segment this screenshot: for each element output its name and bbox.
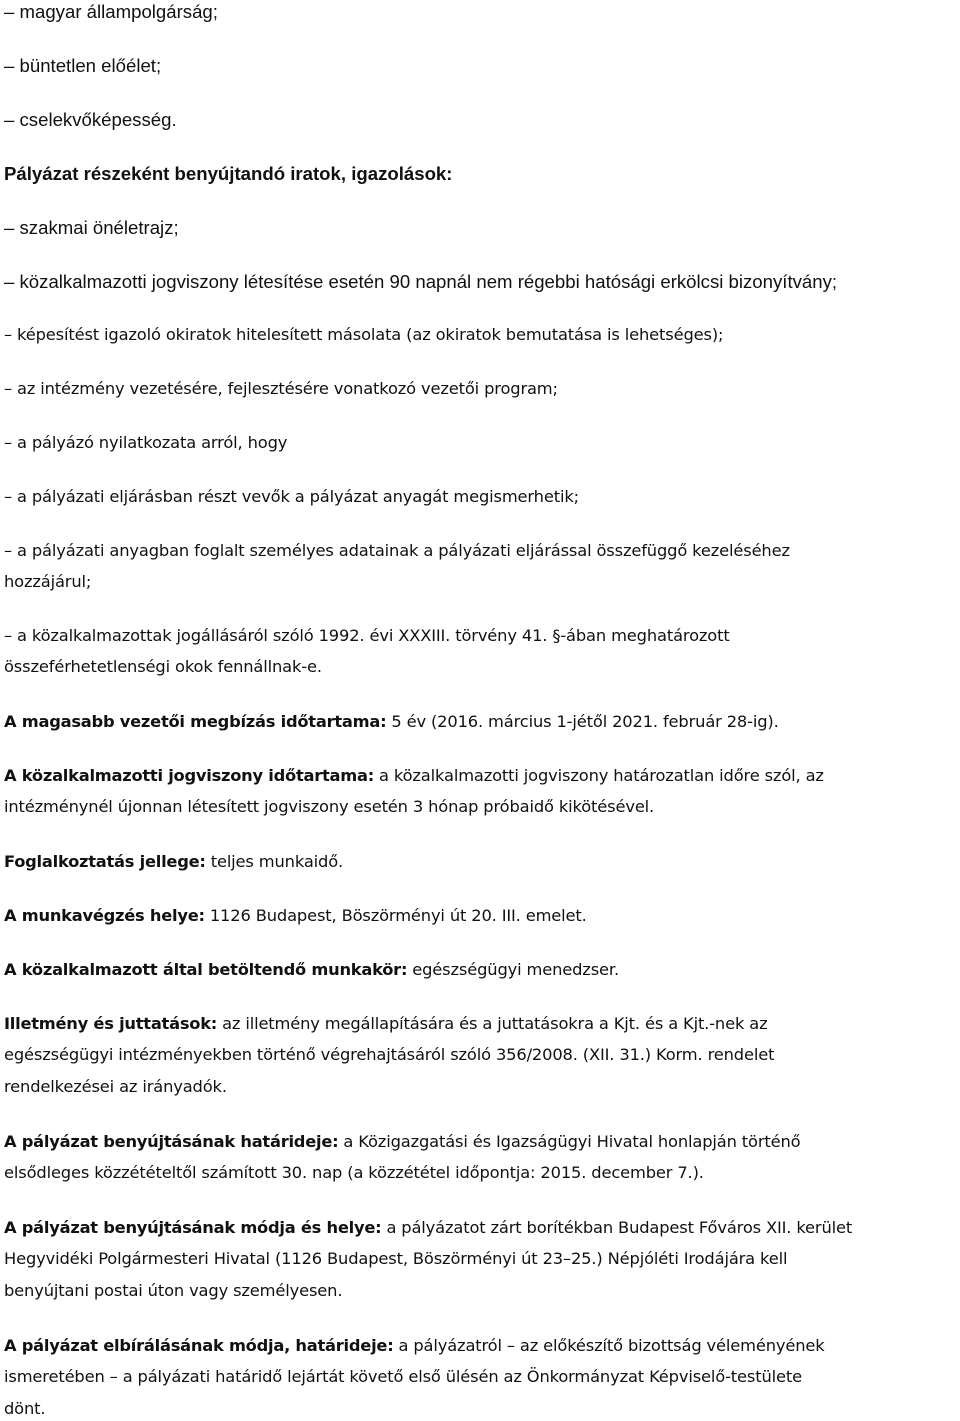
place-text: 1126 Budapest, Böszörményi út 20. III. emelet.: [204, 906, 587, 925]
submission-text-line2: Hegyvidéki Polgármesteri Hivatal (1126 Budapest, Böszörményi út 23–25.) Népjóléti Irodájára kell: [4, 1249, 788, 1268]
submission-paragraph: [4, 1215, 852, 1240]
submission-text-line3: benyújtani postai úton vagy személyesen.: [4, 1281, 343, 1300]
declaration-item-data-consent-cont: hozzájárul;: [4, 572, 92, 591]
declaration-item-access: – a pályázati eljárásban részt vevők a pályázat anyagát megismerhetik;: [4, 487, 579, 506]
document-item-declaration: – a pályázó nyilatkozata arról, hogy: [4, 433, 288, 452]
position-text: egészségügyi menedzser.: [407, 960, 619, 979]
document-item-certificate: – közalkalmazotti jogviszony létesítése esetén 90 napnál nem régebbi hatósági erkölcsi bizonyítvány;: [4, 271, 838, 292]
evaluation-text-line1: a pályázatról – az előkészítő bizottság véleményének: [393, 1336, 825, 1355]
declaration-item-data-consent: – a pályázati anyagban foglalt személyes adatainak a pályázati eljárással összefüggő kezeléséhez: [4, 541, 790, 560]
term-label: A magasabb vezetői megbízás időtartama:: [4, 712, 387, 731]
evaluation-text-line2: ismeretében – a pályázati határidő lejártát követő első ülésén az Önkormányzat Képviselő-testülete: [4, 1367, 802, 1386]
deadline-text-line1: a Közigazgatási és Igazságügyi Hivatal honlapján történő: [338, 1132, 801, 1151]
document-item-diploma-copy: – képesítést igazoló okiratok hitelesített másolata (az okiratok bemutatása is lehetséges);: [4, 325, 724, 344]
documents-heading: Pályázat részeként benyújtandó iratok, igazolások:: [4, 163, 453, 184]
term-text: 5 év (2016. március 1-jétől 2021. február 28-ig).: [386, 712, 779, 731]
document-item-program: – az intézmény vezetésére, fejlesztésére vonatkozó vezetői program;: [4, 379, 558, 398]
term-paragraph: [4, 709, 779, 734]
salary-text-line3: rendelkezései az irányadók.: [4, 1077, 227, 1096]
requirement-clean-record: – büntetlen előélet;: [4, 55, 162, 76]
salary-text-line1: az illetmény megállapítására és a juttatásokra a Kjt. és a Kjt.-nek az: [217, 1014, 768, 1033]
deadline-label: A pályázat benyújtásának határideje:: [4, 1132, 339, 1151]
type-paragraph: [4, 849, 343, 874]
deadline-text-line2: elsődleges közzétételtől számított 30. nap (a közzététel időpontja: 2015. december 7.).: [4, 1163, 704, 1182]
submission-label: A pályázat benyújtásának módja és helye:: [4, 1218, 382, 1237]
type-label: Foglalkoztatás jellege:: [4, 852, 206, 871]
declaration-item-conflict-cont: összeférhetetlenségi okok fennállnak-e.: [4, 657, 322, 676]
deadline-paragraph: [4, 1129, 800, 1154]
document-item-cv: – szakmai önéletrajz;: [4, 217, 179, 238]
submission-text-line1: a pályázatot zárt borítékban Budapest Főváros XII. kerület: [381, 1218, 853, 1237]
declaration-item-conflict: – a közalkalmazottak jogállásáról szóló 1992. évi XXXIII. törvény 41. §-ában meghatározott: [4, 626, 730, 645]
position-label: A közalkalmazott által betöltendő munkakör:: [4, 960, 408, 979]
place-paragraph: [4, 903, 587, 928]
employment-text-line1: a közalkalmazotti jogviszony határozatlan időre szól, az: [374, 766, 824, 785]
type-text: teljes munkaidő.: [205, 852, 344, 871]
evaluation-label: A pályázat elbírálásának módja, határideje:: [4, 1336, 394, 1355]
employment-label: A közalkalmazotti jogviszony időtartama:: [4, 766, 375, 785]
requirement-citizenship: – magyar állampolgárság;: [4, 1, 218, 22]
employment-paragraph: [4, 763, 824, 788]
evaluation-text-line3: dönt.: [4, 1399, 46, 1418]
employment-text-line2: intézménynél újonnan létesített jogviszony esetén 3 hónap próbaidő kikötésével.: [4, 797, 655, 816]
position-paragraph: [4, 957, 619, 982]
place-label: A munkavégzés helye:: [4, 906, 205, 925]
evaluation-paragraph: [4, 1333, 825, 1358]
salary-label: Illetmény és juttatások:: [4, 1014, 218, 1033]
salary-text-line2: egészségügyi intézményekben történő végrehajtásáról szóló 356/2008. (XII. 31.) Korm. rendelet: [4, 1045, 775, 1064]
requirement-capacity: – cselekvőképesség.: [4, 109, 177, 130]
salary-paragraph: [4, 1011, 768, 1036]
